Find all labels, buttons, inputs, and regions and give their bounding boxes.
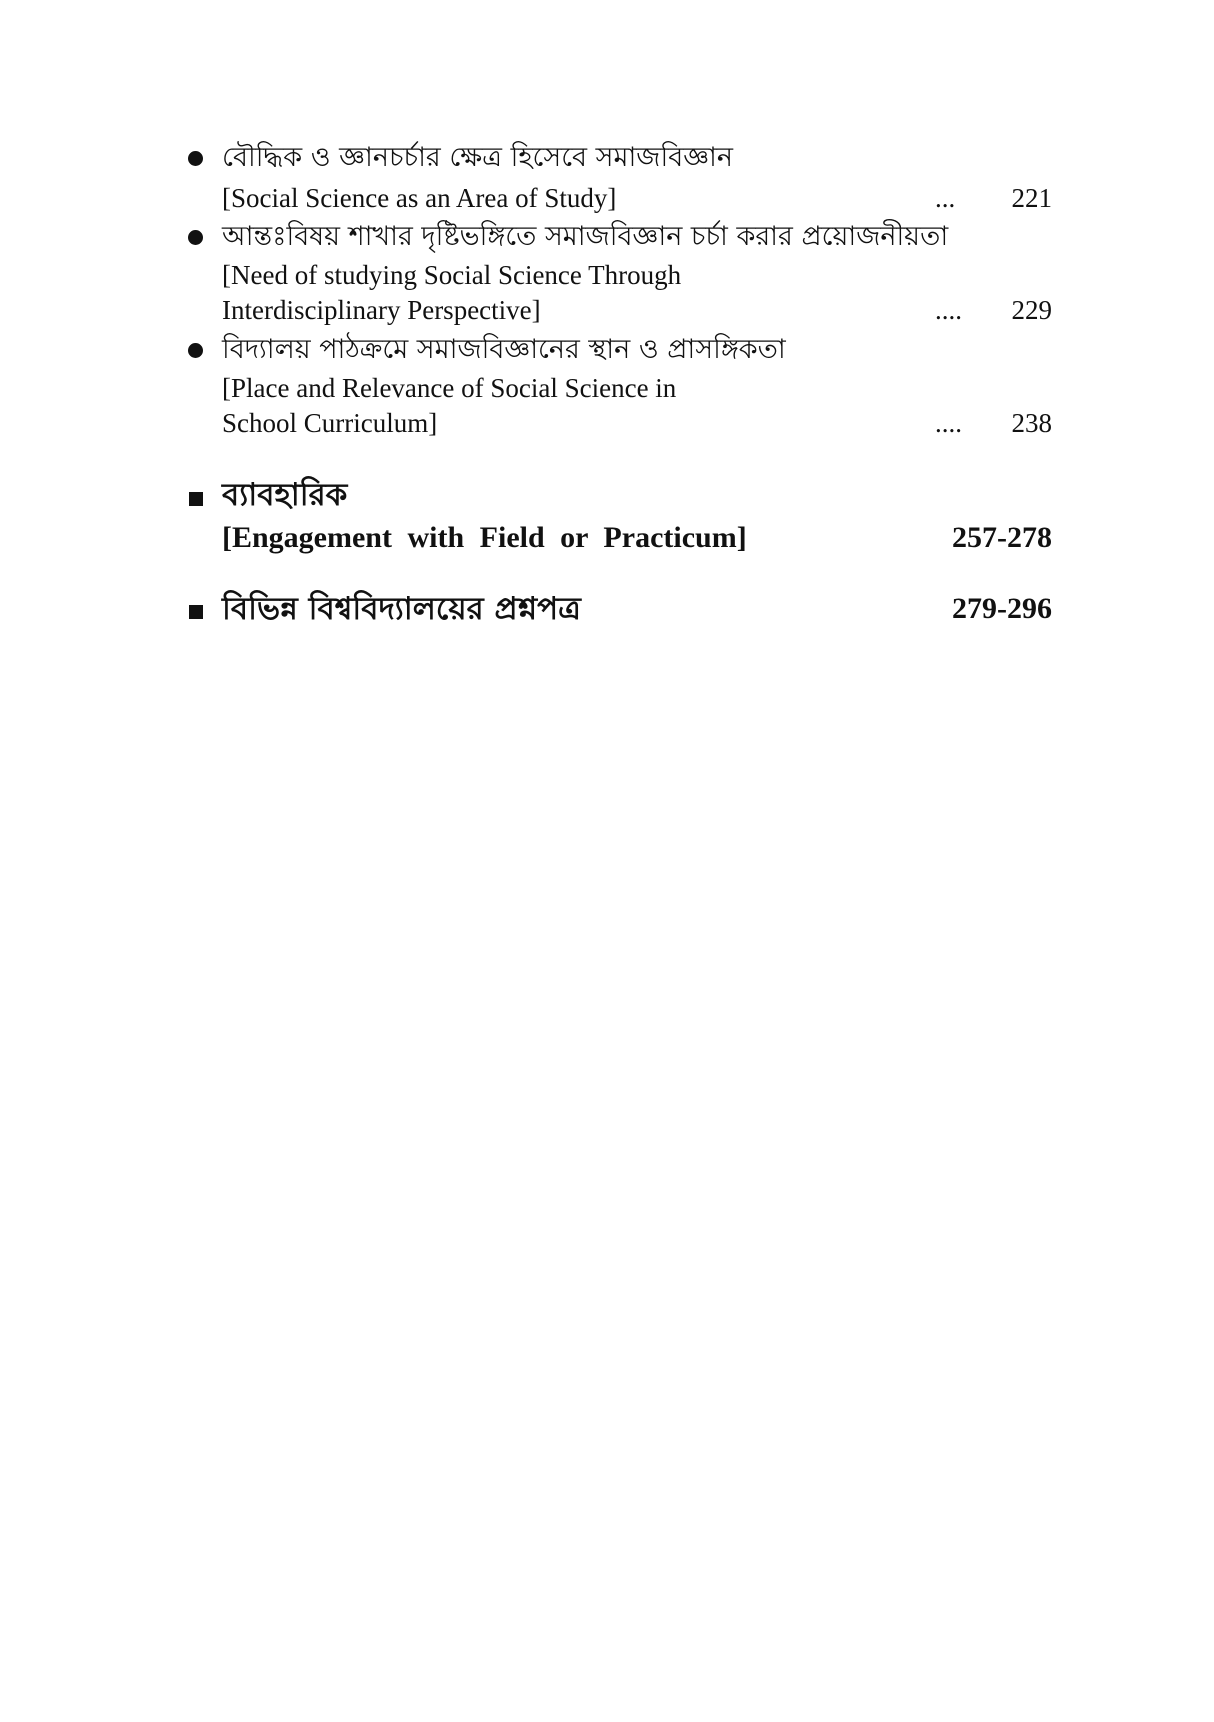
entry-english-title-continued: School Curriculum] [222, 408, 438, 438]
bullet-icon [188, 343, 203, 358]
section-bullet-icon [189, 492, 203, 506]
entry-bengali-title: বিদ্যালয় পাঠক্রমে সমাজবিজ্ঞানের স্থান ও প্রাসঙ্গিকতা [222, 334, 786, 365]
section-bullet-icon [189, 605, 203, 619]
entry-bengali-title: বৌদ্ধিক ও জ্ঞানচর্চার ক্ষেত্র হিসেবে সমাজবিজ্ঞান [222, 142, 734, 173]
section-bengali-title: বিভিন্ন বিশ্ববিদ্যালয়ের প্রশ্নপত্র [222, 591, 581, 627]
entry-english-title: [Need of studying Social Science Through [222, 260, 682, 290]
section-english-title: [Engagement with Field or Practicum] [222, 521, 747, 554]
entry-english-title: [Place and Relevance of Social Science in [222, 373, 677, 403]
section-bengali-title: ব্যাবহারিক [222, 477, 348, 513]
section-page-range: 279-296 [952, 592, 1052, 625]
entry-bengali-title: আন্তঃবিষয় শাখার দৃষ্টিভঙ্গিতে সমাজবিজ্ঞান চর্চা করার প্রয়োজনীয়তা [222, 221, 949, 252]
dot-leader: .... [935, 408, 962, 438]
section-page-range: 257-278 [952, 521, 1052, 554]
dot-leader: .... [935, 295, 962, 325]
page-number: 221 [1011, 183, 1052, 213]
page-number: 238 [1011, 408, 1052, 438]
page-number: 229 [1011, 295, 1052, 325]
entry-english-title-continued: Interdisciplinary Perspective] [222, 295, 541, 325]
dot-leader: ... [935, 183, 956, 213]
bullet-icon [188, 151, 203, 166]
entry-english-title: [Social Science as an Area of Study] [222, 183, 617, 213]
bullet-icon [188, 230, 203, 245]
